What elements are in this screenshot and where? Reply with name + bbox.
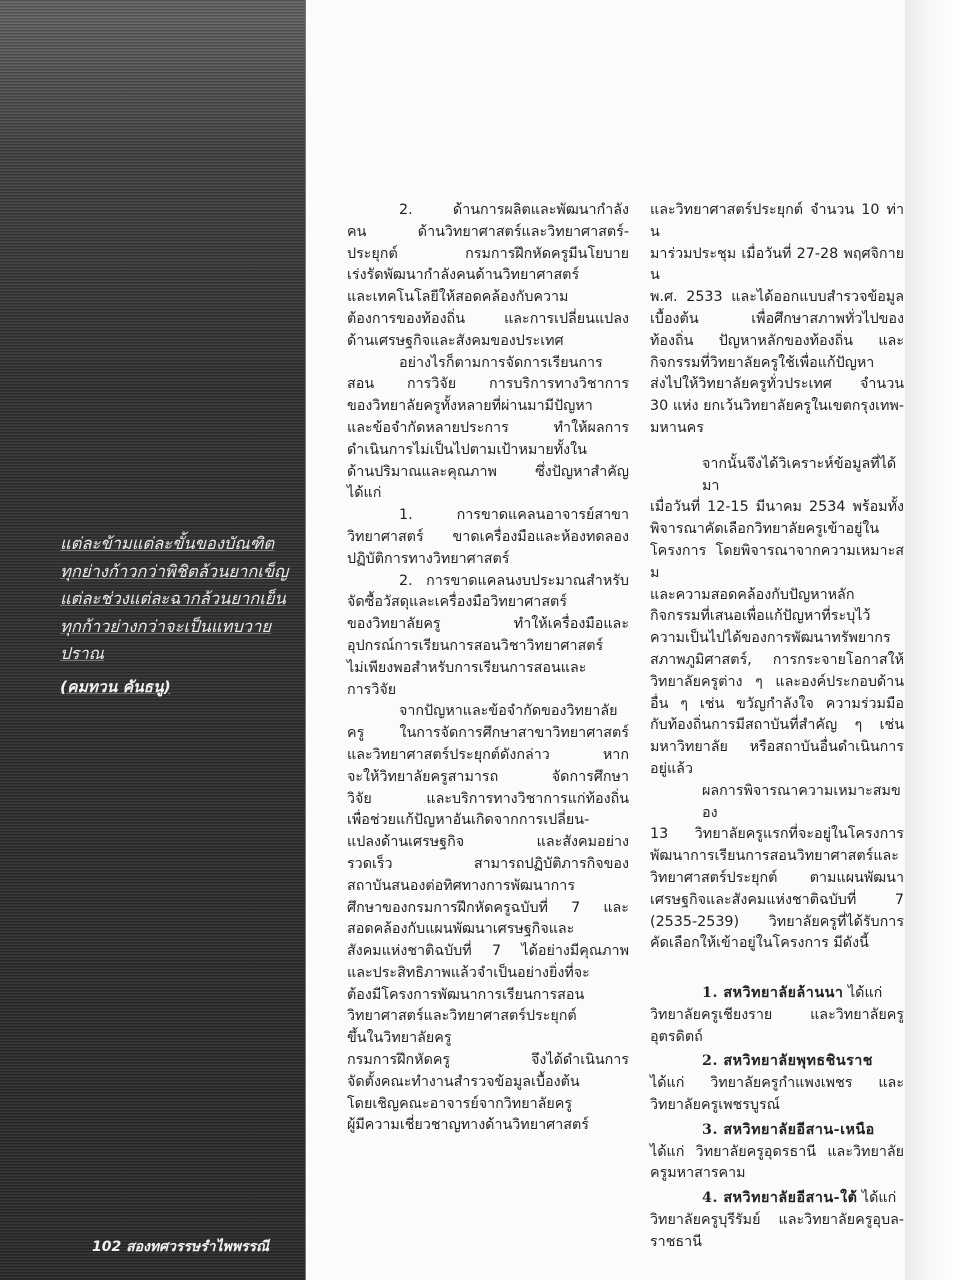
poem-line: แต่ละช่วงแต่ละฉากล้วนยากเย็น — [60, 589, 286, 608]
item-heading: 3. สหวิทยาลัยอีสาน-เหนือ — [702, 1121, 875, 1138]
text-line: วิทยาลัยครูบุรีรัมย์ และวิทยาลัยครูอุบล- — [650, 1212, 904, 1229]
item-heading: 1. สหวิทยาลัยล้านนา — [702, 985, 844, 1002]
text-line: คน ด้านวิทยาศาสตร์และวิทยาศาสตร์- — [347, 223, 629, 240]
text-line: อย่างไรก็ตามการจัดการเรียนการ — [399, 354, 603, 371]
text-line: วิทยาลัยครูเชียงราย และวิทยาลัยครู — [650, 1006, 904, 1023]
paragraph — [650, 454, 904, 781]
item-heading: 4. สหวิทยาลัยอีสาน-ใต้ — [702, 1190, 858, 1207]
text-line: ด้านปริมาณและคุณภาพ ซึ่งปัญหาสำคัญ — [347, 463, 629, 480]
text-line: อุตรดิตถ์ — [650, 1028, 703, 1045]
text-line: จะให้วิทยาลัยครูสามารถ จัดการศึกษา — [347, 768, 629, 785]
scan-edge — [905, 0, 960, 1280]
text-line: อุปกรณ์การเรียนการสอนวิชาวิทยาศาสตร์ — [347, 637, 604, 654]
text-line — [650, 983, 904, 1005]
text-line: พิจารณาคัดเลือกวิทยาลัยครูเข้าอยู่ใน — [650, 521, 880, 538]
text-line: สอน การวิจัย การบริการทางวิชาการ — [347, 376, 629, 393]
item-heading: 2. สหวิทยาลัยพุทธชินราช — [702, 1053, 874, 1070]
text-line: 2. ด้านการผลิตและพัฒนากำลัง — [399, 202, 629, 218]
text-line: ศึกษาของกรมการฝึกหัดครูฉบับที่ 7 และ — [347, 899, 629, 916]
text-line: อื่น ๆ เช่น ขวัญกำลังใจ ความร่วมมือ — [650, 695, 904, 712]
text-line: เพื่อช่วยแก้ปัญหาอันเกิดจากการเปลี่ยน- — [347, 812, 590, 829]
text-line: ไม่เพียงพอสำหรับการเรียนการสอนและ — [347, 659, 587, 676]
text-line: เบื้องต้น เพื่อศึกษาสภาพทั่วไปของ — [650, 310, 904, 327]
text-line: อยู่แล้ว — [650, 760, 693, 777]
text-line — [650, 1120, 904, 1142]
text-line: กรมการฝึกหัดครู จึงได้ดำเนินการ — [347, 1052, 629, 1069]
text-line: (2535-2539) วิทยาลัยครูที่ได้รับการ — [650, 913, 904, 930]
text-line: วิทยาศาสตร์ ขาดเครื่องมือและห้องทดลอง — [347, 528, 629, 545]
text-line: ส่งไปให้วิทยาลัยครูทั่วประเทศ จำนวน — [650, 376, 904, 393]
text-line: วิทยาศาสตร์ประยุกต์ ตามแผนพัฒนา — [650, 869, 904, 886]
text-line: พ.ศ. 2533 และได้ออกแบบสำรวจข้อมูล — [650, 289, 904, 306]
text-line: ประยุกต์ กรมการฝึกหัดครูมีนโยบาย — [347, 245, 629, 262]
text-line: กิจกรรมที่เสนอเพื่อแก้ปัญหาที่ระบุไว้ — [650, 608, 871, 625]
text-line: เมื่อวันที่ 12-15 มีนาคม 2534 พร้อมทั้ง — [650, 499, 904, 516]
text-line: วิทยาศาสตร์และวิทยาศาสตร์ประยุกต์ — [347, 1008, 577, 1025]
page-footer: 102 สองทศวรรษรำไพพรรณี — [92, 1239, 270, 1255]
paragraph — [347, 353, 629, 506]
text-line: และวิทยาศาสตร์ประยุกต์ดังกล่าว หาก — [347, 746, 629, 763]
text-line: จากปัญหาและข้อจำกัดของวิทยาลัย — [399, 703, 618, 720]
text-line: ความเป็นไปได้ของการพัฒนาทรัพยากร — [650, 630, 891, 647]
text-line — [650, 1188, 904, 1210]
text-line: เศรษฐกิจและสังคมแห่งชาติฉบับที่ 7 — [650, 891, 904, 908]
text-line: วิทยาลัยครูต่าง ๆ และองค์ประกอบด้าน — [650, 673, 904, 690]
text-line: และประสิทธิภาพแล้วจำเป็นอย่างยิ่งที่จะ — [347, 964, 590, 981]
text-line: ดำเนินการไม่เป็นไปตามเป้าหมายทั้งใน — [347, 441, 587, 458]
text-line: กิจกรรมที่วิทยาลัยครูใช้เพื่อแก้ปัญหา — [650, 354, 875, 371]
text-line — [650, 1051, 904, 1073]
poem — [60, 530, 295, 701]
text-line: สังคมแห่งชาติฉบับที่ 7 ได้อย่างมีคุณภาพ — [347, 943, 629, 960]
text-line: รวดเร็ว สามารถปฏิบัติภารกิจของ — [347, 855, 629, 872]
text-line: พัฒนาการเรียนการสอนวิทยาศาสตร์และ — [650, 848, 899, 865]
paragraph — [347, 505, 629, 570]
text-line: ด้านเศรษฐกิจและสังคมของประเทศ — [347, 332, 564, 349]
text-line: ต้องการของท้องถิ่น และการเปลี่ยนแปลง — [347, 310, 629, 327]
paragraph — [650, 781, 904, 955]
text-line: ครูมหาสารคาม — [650, 1165, 746, 1182]
text-line: ปฏิบัติการทางวิทยาศาสตร์ — [347, 550, 510, 567]
text-line: สถาบันสนองต่อทิศทางการพัฒนาการ — [347, 877, 575, 894]
text-line: ผู้มีความเชี่ยวชาญทางด้านวิทยาศาสตร์ — [347, 1117, 589, 1134]
list-item — [650, 983, 904, 1048]
text-line: ราชธานี — [650, 1233, 702, 1250]
text-column-2 — [650, 200, 904, 1254]
list-item — [650, 1051, 904, 1116]
text-line: โครงการ โดยพิจารณาจากความเหมาะสม — [650, 542, 904, 581]
paragraph — [347, 1050, 629, 1137]
text-line: คัดเลือกให้เข้าอยู่ในโครงการ มีดังนี้ — [650, 935, 869, 952]
text-line: มหาวิทยาลัย หรือสถาบันอื่นดำเนินการ — [650, 739, 904, 756]
text-line: 2. การขาดแคลนงบประมาณสำหรับ — [399, 572, 629, 589]
text-line: วิทยาลัยครูเพชรบูรณ์ — [650, 1097, 780, 1114]
text-line: จากนั้นจึงได้วิเคราะห์ข้อมูลที่ได้มา — [702, 455, 897, 494]
text-line: และวิทยาศาสตร์ประยุกต์ จำนวน 10 ท่าน — [650, 202, 904, 240]
text-line: ขึ้นในวิทยาลัยครู — [347, 1030, 452, 1047]
text-column-1 — [347, 200, 629, 1137]
text-line: และความสอดคล้องกับปัญหาหลัก — [650, 586, 855, 603]
text-line: ท้องถิ่น ปัญหาหลักของท้องถิ่น และ — [650, 332, 904, 349]
text-line: และข้อจำกัดหลายประการ ทำให้ผลการ — [347, 419, 629, 436]
text-line: ได้แก่ — [347, 485, 382, 502]
text-line: ต้องมีโครงการพัฒนาการเรียนการสอน — [347, 986, 585, 1003]
text-line: สภาพภูมิศาสตร์, การกระจายโอกาสให้ — [650, 651, 904, 668]
paragraph — [347, 200, 629, 353]
text-line: และเทคโนโลยีให้สอดคล้องกับความ — [347, 289, 569, 306]
poem-line: ทุกก้าวย่างกว่าจะเป็นแทบวายปราณ — [60, 616, 272, 663]
text-line: การวิจัย — [347, 681, 397, 698]
poem-author: (คมทวน คันธนู) — [60, 677, 171, 696]
text-line: ได้แก่ วิทยาลัยครูกำแพงเพชร และ — [650, 1075, 904, 1092]
text-line: จัดตั้งคณะทำงานสำรวจข้อมูลเบื้องต้น — [347, 1073, 580, 1090]
text-line: กับท้องถิ่นการมีสถาบันที่สำคัญ ๆ เช่น — [650, 717, 904, 734]
text-line: มาร่วมประชุม เมื่อวันที่ 27-28 พฤศจิกายน — [650, 245, 904, 284]
poem-line: ทุกย่างก้าวกว่าพิชิตล้วนยากเข็ญ — [60, 561, 289, 581]
poem-line: แต่ละข้ามแต่ละขั้นของบัณฑิต — [60, 534, 275, 553]
decorative-sidebar — [0, 0, 306, 1280]
text-line: วิจัย และบริการทางวิชาการแก่ท้องถิ่น — [347, 790, 629, 807]
paragraph — [347, 571, 629, 702]
text-line: แปลงด้านเศรษฐกิจ และสังคมอย่าง — [347, 834, 629, 851]
text-line: ของวิทยาลัยครู ทำให้เครื่องมือและ — [347, 616, 629, 633]
list-item — [650, 1188, 904, 1253]
paragraph — [650, 200, 904, 440]
text-line: ผลการพิจารณาความเหมาะสมของ — [702, 782, 901, 821]
text-line: โดยเชิญคณะอาจารย์จากวิทยาลัยครู — [347, 1095, 572, 1112]
paragraph — [347, 701, 629, 1050]
text-line: 1. การขาดแคลนอาจารย์สาขา — [399, 507, 629, 524]
item-text: ได้แก่ — [843, 985, 883, 1002]
text-line: สอดคล้องกับแผนพัฒนาเศรษฐกิจและ — [347, 921, 575, 938]
text-line: เร่งรัดพัฒนากำลังคนด้านวิทยาศาสตร์ — [347, 267, 580, 284]
text-line: มหานคร — [650, 419, 704, 436]
text-line: 13 วิทยาลัยครูแรกที่จะอยู่ในโครงการ — [650, 826, 904, 843]
text-line: 30 แห่ง ยกเว้นวิทยาลัยครูในเขตกรุงเทพ- — [650, 398, 904, 415]
text-line: ของวิทยาลัยครูทั้งหลายที่ผ่านมามีปัญหา — [347, 398, 593, 415]
text-line: จัดซื้อวัสดุและเครื่องมือวิทยาศาสตร์ — [347, 594, 568, 611]
text-line: ได้แก่ วิทยาลัยครูอุดรธานี และวิทยาลัย — [650, 1143, 904, 1160]
text-line: ครู ในการจัดการศึกษาสาขาวิทยาศาสตร์ — [347, 725, 629, 742]
item-text: ได้แก่ — [857, 1190, 897, 1207]
list-item — [650, 1120, 904, 1185]
